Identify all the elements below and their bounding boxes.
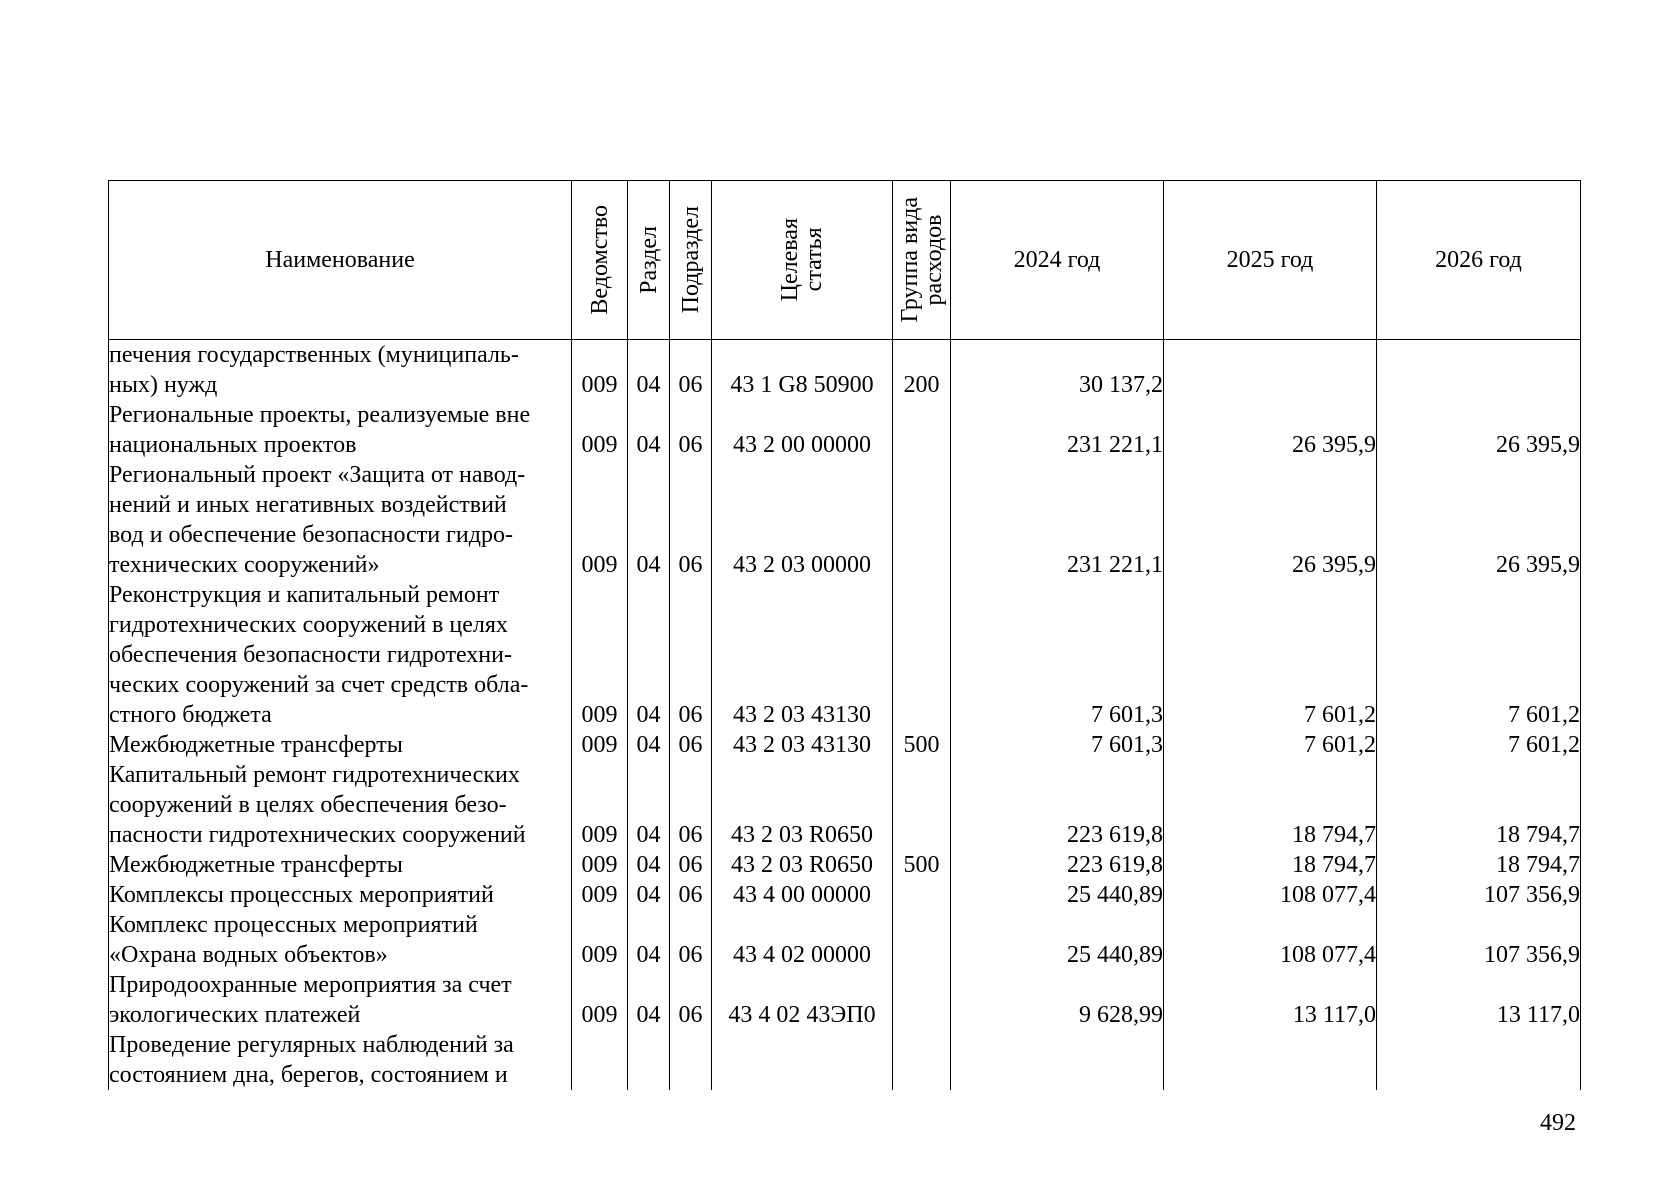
header-target-article: Целевая статья	[712, 181, 893, 340]
cell-name: печения государственных (муниципаль- ных) нужд	[109, 340, 572, 401]
cell-expense-group	[893, 460, 951, 580]
cell-2026: 18 794,7	[1377, 850, 1581, 880]
cell-section	[628, 1030, 670, 1090]
cell-2024: 7 601,3	[951, 580, 1164, 730]
cell-subsection	[670, 1030, 712, 1090]
cell-section: 04	[628, 400, 670, 460]
table-row	[109, 400, 1581, 460]
cell-target-article: 43 2 03 R0650	[712, 850, 893, 880]
cell-name: Проведение регулярных наблюдений за состоянием дна, берегов, состоянием и	[109, 1030, 572, 1090]
cell-subsection: 06	[670, 580, 712, 730]
cell-expense-group: 200	[893, 340, 951, 401]
cell-expense-group: 500	[893, 850, 951, 880]
cell-name: Природоохранные мероприятия за счет экологических платежей	[109, 970, 572, 1030]
cell-subsection: 06	[670, 460, 712, 580]
cell-target-article: 43 2 03 43130	[712, 730, 893, 760]
cell-subsection: 06	[670, 730, 712, 760]
cell-2026: 26 395,9	[1377, 460, 1581, 580]
cell-subsection: 06	[670, 400, 712, 460]
cell-2025	[1164, 1030, 1377, 1090]
cell-target-article: 43 1 G8 50900	[712, 340, 893, 401]
cell-expense-group	[893, 760, 951, 850]
table-row	[109, 1030, 1581, 1090]
cell-2025: 108 077,4	[1164, 880, 1377, 910]
cell-name: Реконструкция и капитальный ремонт гидротехнических сооружений в целях обеспечения безопасности гидротехни- ческих сооружений за счет средств обла- стного бюджета	[109, 580, 572, 730]
cell-target-article: 43 2 03 R0650	[712, 760, 893, 850]
cell-name: Комплекс процессных мероприятий «Охрана водных объектов»	[109, 910, 572, 970]
cell-expense-group	[893, 400, 951, 460]
cell-expense-group	[893, 880, 951, 910]
cell-2024: 9 628,99	[951, 970, 1164, 1030]
table-body	[109, 340, 1581, 1091]
cell-department: 009	[572, 460, 628, 580]
header-subsection: Подраздел	[670, 181, 712, 340]
table-row	[109, 760, 1581, 850]
cell-2026: 7 601,2	[1377, 580, 1581, 730]
cell-name: Межбюджетные трансферты	[109, 730, 572, 760]
cell-section: 04	[628, 460, 670, 580]
header-section: Раздел	[628, 181, 670, 340]
cell-expense-group	[893, 580, 951, 730]
cell-2025: 18 794,7	[1164, 850, 1377, 880]
cell-target-article: 43 2 03 43130	[712, 580, 893, 730]
cell-name: Комплексы процессных мероприятий	[109, 880, 572, 910]
cell-2025: 18 794,7	[1164, 760, 1377, 850]
header-name: Наименование	[109, 181, 572, 340]
cell-section: 04	[628, 850, 670, 880]
cell-2026: 18 794,7	[1377, 760, 1581, 850]
table-row	[109, 580, 1581, 730]
cell-section: 04	[628, 580, 670, 730]
cell-2024: 7 601,3	[951, 730, 1164, 760]
cell-department: 009	[572, 880, 628, 910]
page-number: 492	[1540, 1110, 1576, 1136]
cell-subsection: 06	[670, 340, 712, 401]
cell-name: Региональные проекты, реализуемые вне национальных проектов	[109, 400, 572, 460]
cell-department: 009	[572, 910, 628, 970]
cell-2025: 13 117,0	[1164, 970, 1377, 1030]
cell-target-article: 43 2 03 00000	[712, 460, 893, 580]
cell-2024: 231 221,1	[951, 400, 1164, 460]
cell-expense-group	[893, 910, 951, 970]
header-2024: 2024 год	[951, 181, 1164, 340]
cell-subsection: 06	[670, 850, 712, 880]
table-row	[109, 880, 1581, 910]
cell-subsection: 06	[670, 970, 712, 1030]
table-header-row	[109, 181, 1581, 340]
cell-section: 04	[628, 730, 670, 760]
cell-2024: 231 221,1	[951, 460, 1164, 580]
cell-expense-group	[893, 1030, 951, 1090]
table-row	[109, 910, 1581, 970]
cell-target-article: 43 4 02 00000	[712, 910, 893, 970]
cell-section: 04	[628, 760, 670, 850]
table-row	[109, 730, 1581, 760]
cell-subsection: 06	[670, 910, 712, 970]
cell-name: Капитальный ремонт гидротехнических сооружений в целях обеспечения безо- пасности гидротехнических сооружений	[109, 760, 572, 850]
cell-2024: 25 440,89	[951, 880, 1164, 910]
cell-subsection: 06	[670, 880, 712, 910]
cell-section: 04	[628, 970, 670, 1030]
budget-table	[108, 180, 1581, 1090]
cell-2025: 7 601,2	[1164, 730, 1377, 760]
cell-expense-group	[893, 970, 951, 1030]
cell-2024: 223 619,8	[951, 850, 1164, 880]
cell-2025	[1164, 340, 1377, 401]
table-row	[109, 460, 1581, 580]
cell-2025: 26 395,9	[1164, 460, 1377, 580]
table-row	[109, 850, 1581, 880]
table-row	[109, 970, 1581, 1030]
cell-name: Межбюджетные трансферты	[109, 850, 572, 880]
cell-target-article: 43 2 00 00000	[712, 400, 893, 460]
table-row	[109, 340, 1581, 401]
cell-target-article: 43 4 02 43ЭП0	[712, 970, 893, 1030]
cell-2026	[1377, 340, 1581, 401]
cell-section: 04	[628, 880, 670, 910]
header-2025: 2025 год	[1164, 181, 1377, 340]
cell-2025: 26 395,9	[1164, 400, 1377, 460]
cell-2026	[1377, 1030, 1581, 1090]
cell-target-article	[712, 1030, 893, 1090]
cell-2024: 223 619,8	[951, 760, 1164, 850]
cell-expense-group: 500	[893, 730, 951, 760]
cell-department: 009	[572, 850, 628, 880]
cell-2024: 25 440,89	[951, 910, 1164, 970]
cell-2026: 107 356,9	[1377, 880, 1581, 910]
cell-2025: 7 601,2	[1164, 580, 1377, 730]
cell-section: 04	[628, 340, 670, 401]
cell-department: 009	[572, 760, 628, 850]
cell-2026: 26 395,9	[1377, 400, 1581, 460]
cell-department: 009	[572, 730, 628, 760]
cell-department: 009	[572, 970, 628, 1030]
cell-department: 009	[572, 400, 628, 460]
cell-2025: 108 077,4	[1164, 910, 1377, 970]
cell-target-article: 43 4 00 00000	[712, 880, 893, 910]
cell-department: 009	[572, 580, 628, 730]
cell-section: 04	[628, 910, 670, 970]
header-2026: 2026 год	[1377, 181, 1581, 340]
cell-2026: 7 601,2	[1377, 730, 1581, 760]
cell-2026: 13 117,0	[1377, 970, 1581, 1030]
cell-subsection: 06	[670, 760, 712, 850]
cell-2024	[951, 1030, 1164, 1090]
cell-name: Региональный проект «Защита от навод- нений и иных негативных воздействий вод и обеспечение безопасности гидро- технических сооружений»	[109, 460, 572, 580]
cell-department	[572, 1030, 628, 1090]
cell-2024: 30 137,2	[951, 340, 1164, 401]
cell-department: 009	[572, 340, 628, 401]
cell-2026: 107 356,9	[1377, 910, 1581, 970]
header-department: Ведомство	[572, 181, 628, 340]
header-expense-group: Группа вида расходов	[893, 181, 951, 340]
